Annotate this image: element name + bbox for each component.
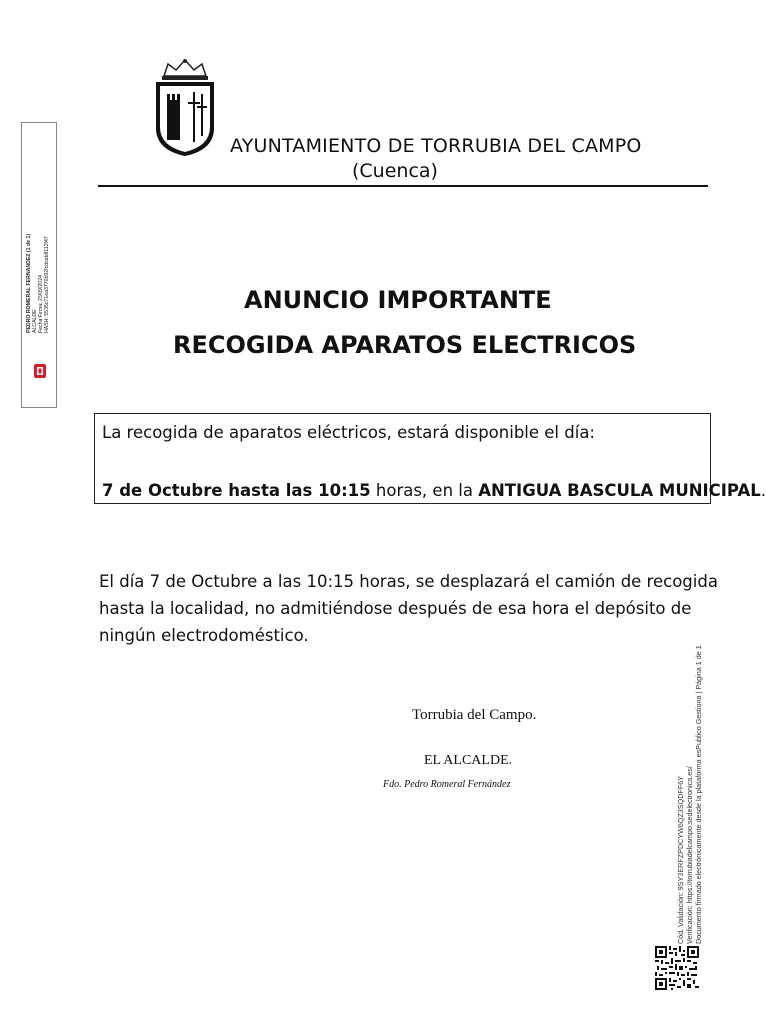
validation-url: Verificación: https://torrubiadelcampo.sedelectronica.es/ — [685, 766, 694, 944]
validation-details — [676, 645, 703, 944]
signature-signer: PEDRO ROMERAL FERNANDEZ (1 de 1) — [26, 233, 32, 333]
signature-date: Fecha Firma: 23/09/2024 — [38, 275, 44, 333]
header-divider — [98, 185, 708, 187]
signature-strip — [21, 122, 57, 408]
paragraph-line: ningún electrodoméstico. — [99, 626, 309, 645]
notice-intro: La recogida de aparatos eléctricos, estará disponible el día: — [102, 423, 595, 442]
paragraph-line: El día 7 de Octubre a las 10:15 horas, se desplazará el camión de recogida — [99, 572, 718, 591]
coat-of-arms-icon — [150, 58, 220, 158]
signature-hash: HASH: 5535c71ea3770b92fcdcab8112f47 — [44, 236, 50, 333]
notice-details — [102, 481, 766, 500]
organization-province: (Cuenca) — [352, 160, 438, 182]
announcement-title: ANUNCIO IMPORTANTE — [244, 286, 552, 314]
closing-place: Torrubia del Campo. — [412, 707, 537, 723]
signature-logo-icon — [33, 363, 47, 379]
body-paragraph — [99, 568, 718, 649]
closing-signer: Fdo. Pedro Romeral Fernández — [383, 779, 511, 790]
validation-code: Cód. Validación: 9SY3ERFZPDCYW6QZ3SQDFF6Y — [676, 775, 685, 944]
notice-box — [94, 413, 766, 504]
signature-role: ALCALDE — [32, 309, 38, 333]
announcement-subtitle: RECOGIDA APARATOS ELECTRICOS — [173, 331, 637, 359]
closing-role: EL ALCALDE. — [424, 753, 513, 768]
notice-middle-text: horas, en la — [370, 481, 479, 500]
notice-end: . — [760, 481, 766, 500]
organization-name: AYUNTAMIENTO DE TORRUBIA DEL CAMPO — [230, 135, 642, 157]
notice-date-time: 7 de Octubre hasta las 10:15 — [102, 481, 371, 500]
qr-code-icon — [655, 946, 699, 990]
validation-note: Documento firmado electrónicamente desde la plataforma esPublico Gestiona | Página 1 de 1 — [694, 645, 703, 944]
notice-location: ANTIGUA BASCULA MUNICIPAL — [478, 481, 761, 500]
paragraph-line: hasta la localidad, no admitiéndose después de esa hora el depósito de — [99, 599, 692, 618]
